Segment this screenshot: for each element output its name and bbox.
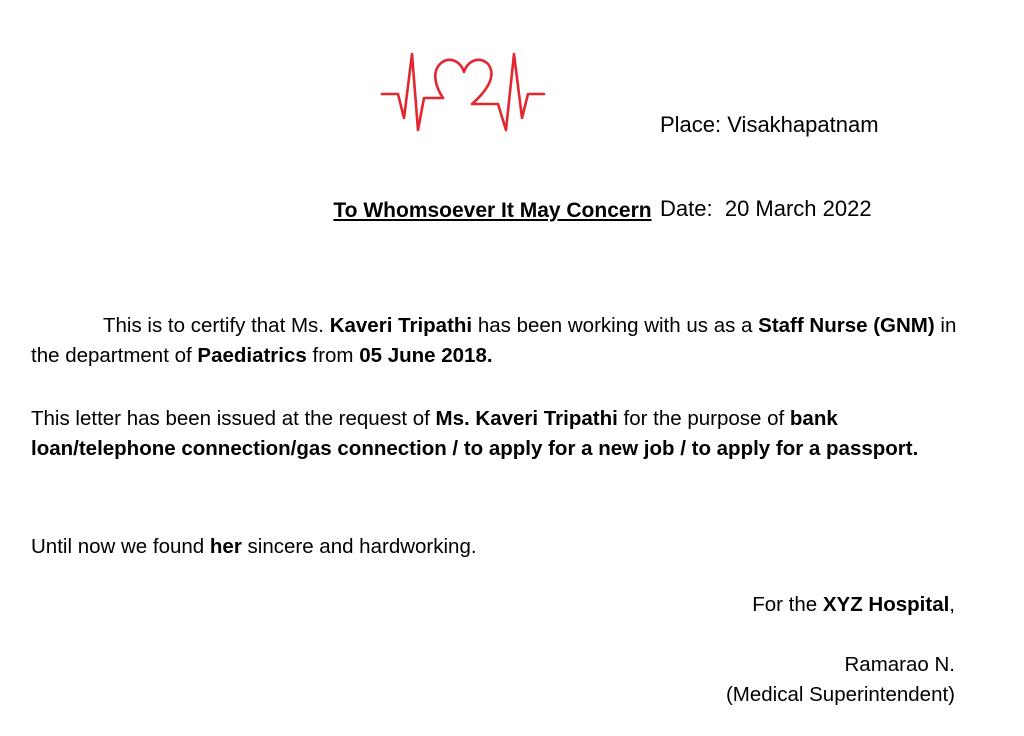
para2-text-2: for the purpose of <box>617 407 790 430</box>
certification-paragraph <box>31 311 961 371</box>
purpose-text: bank loan/telephone connection/gas connection / to apply for a new job / to apply for a passport. <box>31 407 919 460</box>
department: Paediatrics <box>197 344 307 367</box>
hospital-name: XYZ Hospital <box>822 593 950 616</box>
place-label: Place: <box>660 112 722 137</box>
signatory-block <box>726 650 955 710</box>
heartbeat-line <box>382 54 544 130</box>
para1-text-2: has been working with us as a <box>472 314 759 337</box>
para1-text-4: from <box>306 344 360 367</box>
place-line <box>660 111 879 139</box>
heartbeat-heart-svg <box>380 48 546 134</box>
para1-text-3: in the department of <box>31 314 957 367</box>
para3-text-1: Until now we found <box>31 535 210 558</box>
requester-name: Ms. Kaveri Tripathi <box>435 407 618 430</box>
heartbeat-heart-icon <box>380 48 546 134</box>
pronoun: her <box>209 535 242 558</box>
place-value: Visakhapatnam <box>727 112 879 137</box>
para1-text-1: This is to certify that Ms. <box>103 314 330 337</box>
date-value: 20 March 2022 <box>724 196 872 221</box>
employee-role: Staff Nurse (GNM) <box>758 314 935 337</box>
date-label: Date: <box>660 196 713 221</box>
signatory-name: Ramarao N. <box>844 653 955 676</box>
remarks-paragraph <box>31 532 961 562</box>
start-date: 05 June 2018. <box>359 344 493 367</box>
employee-name: Kaveri Tripathi <box>329 314 473 337</box>
for-text: For the <box>752 593 823 616</box>
signature-org-line <box>752 590 955 620</box>
para2-text-1: This letter has been issued at the request of <box>31 407 436 430</box>
comma: , <box>949 593 955 616</box>
signatory-designation: (Medical Superintendent) <box>725 683 955 706</box>
para3-text-2: sincere and hardworking. <box>241 535 477 558</box>
purpose-paragraph <box>31 404 961 464</box>
letter-title: To Whomsoever It May Concern <box>333 199 652 222</box>
